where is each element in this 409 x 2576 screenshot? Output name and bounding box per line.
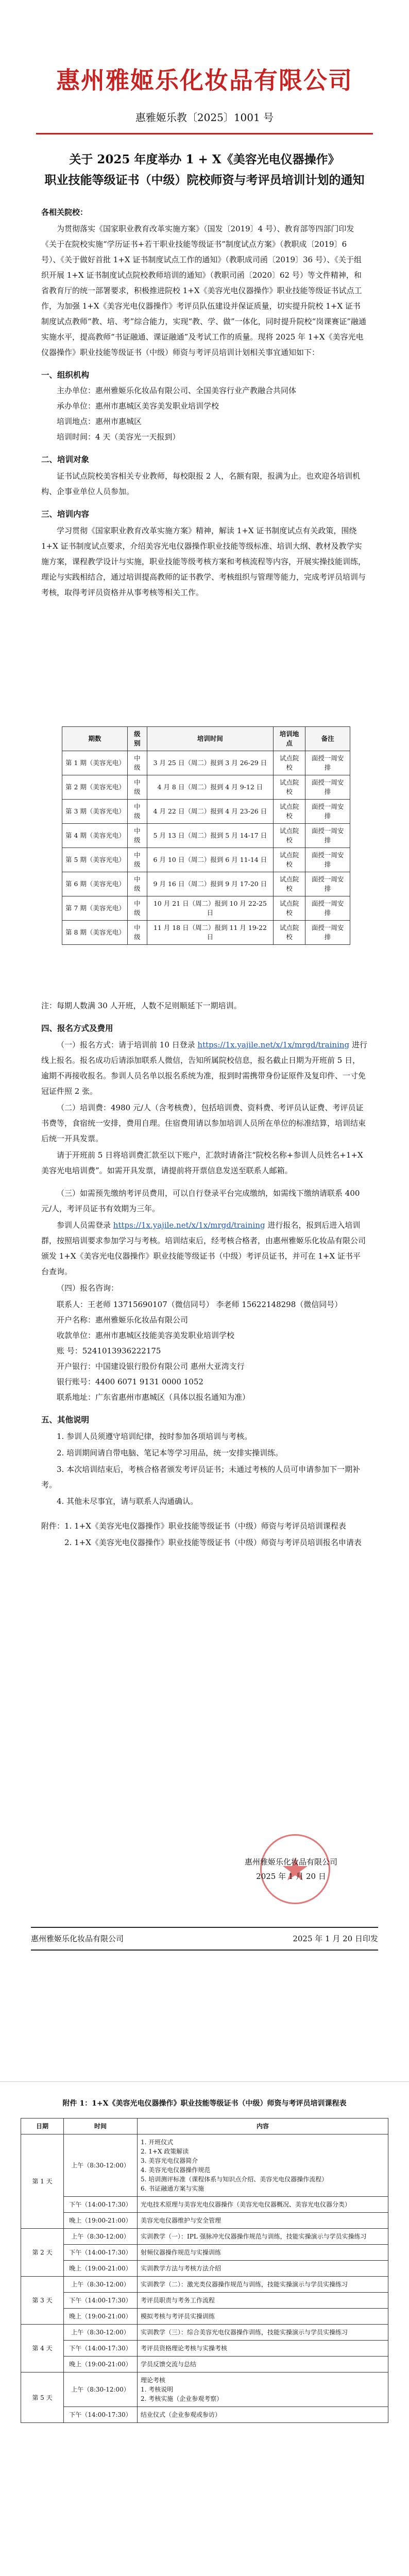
appendix-1-page <box>0 2081 409 2576</box>
section-heading-1: 一、组织机构 <box>41 370 90 380</box>
course-content-cell: 理论考核 1. 考核说明 2. 考核实施（企业参观考察） <box>138 2372 388 2407</box>
schedule-cell-level: 中级 <box>128 872 147 896</box>
course-col-content: 内容 <box>138 2119 388 2134</box>
schedule-table <box>62 726 350 945</box>
section-heading-3: 三、培训内容 <box>41 510 90 519</box>
schedule-col-level: 级别 <box>128 727 147 751</box>
schedule-cell-place: 试点院校 <box>274 751 305 775</box>
schedule-cell-level: 中级 <box>128 824 147 848</box>
schedule-col-note: 备注 <box>305 727 350 751</box>
schedule-cell-time: 3 月 25 日（周二）报到 3 月 26-29 日 <box>147 751 273 775</box>
course-row <box>21 2372 388 2407</box>
platform-text-a: 参训人员需登录 <box>57 1221 111 1230</box>
schedule-note: 注：每期人数满 30 人开班，人数不足则顺延下一期培训。 <box>41 1001 242 1010</box>
fee-paragraph: （二）培训费：4980 元/人（含考核费），包括培训费、资料费、考评员认证费、考评员证书费等，食宿统一安排，费用自理。住宿费用请以参加培训人员所在单位的标准结算，培训结束后统一开具发票。 <box>41 1103 366 1143</box>
schedule-cell-period: 第 2 期（美容光电） <box>62 775 128 800</box>
schedule-row <box>62 896 350 921</box>
course-row <box>21 2407 388 2423</box>
course-content-cell: 光电技术原理与美容光电仪器操作（美容光电仪器概况、美容光电仪器分类） <box>138 2197 388 2213</box>
footer-rule-bottom <box>31 1950 378 1951</box>
other-item-1: 1. 参训人员须遵守培训纪律，按时参加各项培训与考核。 <box>57 1432 252 1441</box>
appendix-1-title: 附件 1：1+X《美容光电仪器操作》职业技能等级证书（中级）师资与考评员培训课程表 <box>62 2099 347 2108</box>
platform-paragraph <box>41 1217 368 1279</box>
schedule-row <box>62 800 350 824</box>
course-row <box>21 2245 388 2261</box>
schedule-row <box>62 848 350 872</box>
course-content-cell: 美容光电仪器维护与安全管理 <box>138 2213 388 2229</box>
schedule-cell-level: 中级 <box>128 896 147 921</box>
other-item-3: 3. 本次培训结束后，考核合格者颁发考评员证书；未通过考核的人员可申请参加下一期补考。 <box>41 1465 361 1489</box>
schedule-col-time: 培训时间 <box>147 727 273 751</box>
payee-unit: 收款单位：惠州市惠城区技能美容美发职业培训学校 <box>57 1331 235 1340</box>
course-content-cell: 考评员职责与考务工作流程 <box>138 2293 388 2309</box>
course-time-cell: 晚上（19:00-21:00） <box>64 2213 138 2229</box>
schedule-cell-period: 第 4 期（美容光电） <box>62 824 128 848</box>
course-day-cell: 第 5 天 <box>21 2372 64 2423</box>
footer-issuer: 惠州雅姬乐化妆品有限公司 <box>31 1934 124 1943</box>
section-heading-4: 四、报名方式及费用 <box>41 1024 113 1033</box>
course-row <box>21 2134 388 2197</box>
attachment-2[interactable]: 2. 1+X《美容光电仪器操作》职业技能等级证书（中级）师资与考评员培训报名申请表 <box>64 1538 362 1547</box>
course-header-row <box>21 2119 388 2134</box>
course-time-cell: 上午（8:30-12:00） <box>64 2372 138 2407</box>
examiner-fee-paragraph: （三）如需预先缴纳考评员费用，可以自行登录平台完成缴纳，如需线下缴纳请联系 400 元/人，考评员证书有效期为三年。 <box>41 1189 360 1213</box>
contact-address: 联系地址：广东省惠州市惠城区（具体以报名通知为准） <box>57 1393 250 1402</box>
intro-paragraph: 为贯彻落实《国家职业教育改革实施方案》（国发〔2019〕4 号）、教育部等四部门印发《关于在院校实施“学历证书+若干职业技能等级证书”制度试点方案》（教职成〔2019〕6 号）、《关于做好首批 1+X 证书制度试点工作的通知》（教职成司函〔2019〕36 号）、《关于组织开展 1+X 证书制度试点院校教师培训的通知》（教职司函〔2020〕62 号）等文件精神，和省教育厅的统一部署要求，积极推进院校 1+X《美容光电仪器操作》职业技能等级证书试点工作，为加强 1+X《美容光电仪器操作》考评员队伍建设并保证质量，切实提升院校 1+X 证书制度试点教师“教、培、考”综合能力，实现“教、学、做”一体化，同时提升院校“岗课赛证”融通实施水平，提高教师“书证融通、课证融通”及考试工作的质量。现将 2025 年 1+X《美容光电仪器操作》职业技能等级证书（中级）师资与考评员培训计划相关事宜通知如下： <box>41 224 367 357</box>
course-time-cell: 上午（8:30-12:00） <box>64 2134 138 2197</box>
notice-body-2 <box>41 997 368 1551</box>
schedule-cell-place: 试点院校 <box>274 800 305 824</box>
attachment-1[interactable]: 附件：1. 1+X《美容光电仪器操作》职业技能等级证书（中级）师资与考评员培训课程表 <box>41 1521 346 1531</box>
schedule-row <box>62 775 350 800</box>
registration-paragraph <box>41 1037 368 1099</box>
course-content-cell: 射频仪器操作规范与实操训练 <box>138 2245 388 2261</box>
schedule-cell-note: 面授一周安排 <box>305 800 350 824</box>
course-time-cell: 下午（14:00-17:30） <box>64 2341 138 2357</box>
schedule-cell-note: 面授一周安排 <box>305 896 350 921</box>
course-content-cell: 实训教学方法与考核方法介绍 <box>138 2261 388 2277</box>
schedule-cell-period: 第 5 期（美容光电） <box>62 848 128 872</box>
schedule-row <box>62 751 350 775</box>
course-content-cell: 实训教学（一）：IPL 强脉冲光仪器操作规范与训练，技能实操演示与学员实操练习 <box>138 2229 388 2245</box>
course-day-cell: 第 4 天 <box>21 2325 64 2372</box>
contact-line: 联系人：王老师 13715690107（微信同号） 李老师 15622148298（微信同号） <box>57 1300 343 1309</box>
account-name: 开户名称：惠州雅姬乐化妆品有限公司 <box>57 1315 189 1325</box>
course-content-cell: 1. 开班仪式 2. 1+X 政策解读 3. 美容光电仪器简介 4. 美容光电仪器操作规范 5. 培训测评标准（课程体系与知识点介绍、美容光电仪器操作流程） 6. 书证融通方案与实施 <box>138 2134 388 2197</box>
document-number: 惠雅姬乐教〔2025〕1001 号 <box>135 111 274 124</box>
schedule-cell-level: 中级 <box>128 751 147 775</box>
course-content-cell: 学员反馈交流与总结 <box>138 2357 388 2372</box>
course-row <box>21 2293 388 2309</box>
schedule-cell-level: 中级 <box>128 848 147 872</box>
registration-text-b: 进行线上报名。报名成功后请添加联系人微信，告知所属院校信息，报名截止日期为开班前 5 日，逾期不再接收报名。参训人员名单以报名系统为准，报到时需携带身份证原件及复印件、一寸免冠证件照 2 张。 <box>41 1040 367 1096</box>
course-content-cell: 结业仪式（企业参观或参访） <box>138 2407 388 2423</box>
schedule-cell-period: 第 8 期（美容光电） <box>62 921 128 945</box>
schedule-cell-time: 4 月 8 日（周二）报到 4 月 9-12 日 <box>147 775 273 800</box>
schedule-cell-note: 面授一周安排 <box>305 921 350 945</box>
platform-text-b: 进行报名，报到后进入培训群，按照培训要求参加学习与考核。培训结束后，经考核合格者，由惠州雅姬乐化妆品有限公司颁发 1+X《美容光电仪器操作》职业技能等级证书（中级）考评员证书，并可在 1+X 证书平台查询。 <box>41 1221 366 1276</box>
course-time-cell: 上午（8:30-12:00） <box>64 2325 138 2341</box>
schedule-cell-place: 试点院校 <box>274 872 305 896</box>
course-content-cell: 实训教学（二）：激光类仪器操作规范与训练，技能实操演示与学员实操练习 <box>138 2277 388 2293</box>
account-number: 账 号：5241013936222175 <box>57 1346 161 1355</box>
course-time-cell: 上午（8:30-12:00） <box>64 2277 138 2293</box>
bank-account: 银行账号：4400 6071 9131 0000 1052 <box>57 1377 203 1386</box>
schedule-cell-note: 面授一周安排 <box>305 775 350 800</box>
course-row <box>21 2341 388 2357</box>
info-location: 培训地点：惠州市惠城区 <box>57 417 142 426</box>
target-paragraph: 证书试点院校美容相关专业教师，每校限报 2 人，名额有限，报满为止。也欢迎各培训机构、企事业单位人员参加。 <box>41 471 361 496</box>
signature-date: 2025 年 1 月 20 日 <box>256 1872 326 1881</box>
bank-name: 开户银行：中国建设银行股份有限公司 惠州大亚湾支行 <box>57 1362 245 1371</box>
consult-heading: （四）报名咨询： <box>57 1283 119 1293</box>
course-col-time: 时间 <box>64 2119 138 2134</box>
content-paragraph: 学习贯彻《国家职业教育改革实施方案》精神，解读 1+X 证书制度试点有关政策，围绕 1+X 证书制度试点要求，介绍美容光电仪器操作职业技能等级标准、培训大纲、教材及教学实施方案，课程教学设计与实施，职业技能等级考核方案和考核流程等内容，开展实操技能训练，理论与实践相结合，通过培训提高教师的证书教学、考核组织与管理等能力，完成考评员培训与考核，取得考评员资格并从事考核等相关工作。 <box>41 526 366 597</box>
section-heading-5: 五、其他说明 <box>41 1415 90 1425</box>
salutation: 各相关院校： <box>41 208 88 217</box>
schedule-col-period: 期数 <box>62 727 128 751</box>
footer-rule-top <box>31 1927 378 1928</box>
footer-row <box>31 1933 378 1944</box>
course-row <box>21 2357 388 2372</box>
notice-title: 关于 2025 年度举办 1 + X《美容光电仪器操作》 职业技能等级证书（中级）院校师资与考评员培训计划的通知 <box>44 152 365 187</box>
registration-link[interactable]: https://1x.yajile.net/x/1x/mrgd/training <box>197 1040 350 1049</box>
schedule-cell-time: 4 月 22 日（周二）报到 4 月 23-26 日 <box>147 800 273 824</box>
schedule-cell-place: 试点院校 <box>274 848 305 872</box>
schedule-cell-period: 第 6 期（美容光电） <box>62 872 128 896</box>
info-duration: 培训时间：4 天（美容光一天报到） <box>57 432 180 442</box>
course-time-cell: 晚上（19:00-21:00） <box>64 2261 138 2277</box>
org-title: 惠州雅姬乐化妆品有限公司 <box>56 66 353 94</box>
schedule-header-row <box>62 727 350 751</box>
course-row <box>21 2261 388 2277</box>
schedule-row <box>62 921 350 945</box>
course-row <box>21 2213 388 2229</box>
course-col-day: 日期 <box>21 2119 64 2134</box>
schedule-cell-level: 中级 <box>128 775 147 800</box>
course-time-cell: 上午（8:30-12:00） <box>64 2229 138 2245</box>
footer-issue-date: 2025 年 1 月 20 日印发 <box>293 1934 378 1943</box>
schedule-cell-note: 面授一周安排 <box>305 872 350 896</box>
course-content-cell: 实训教学（三）：综合美容光电仪器操作训练，技能实操演示与学员实操练习 <box>138 2325 388 2341</box>
schedule-cell-place: 试点院校 <box>274 775 305 800</box>
schedule-row <box>62 824 350 848</box>
schedule-cell-place: 试点院校 <box>274 824 305 848</box>
info-host: 主办单位：惠州雅姬乐化妆品有限公司、全国美容行业产教融合共同体 <box>57 386 297 395</box>
schedule-cell-time: 9 月 16 日（周二）报到 9 月 17-20 日 <box>147 872 273 896</box>
schedule-cell-time: 5 月 13 日（周二）报到 5 月 14-17 日 <box>147 824 273 848</box>
schedule-cell-time: 11 月 18 日（周二）报到 11 月 19-22 日 <box>147 921 273 945</box>
course-time-cell: 下午（14:00-17:30） <box>64 2407 138 2423</box>
course-day-cell: 第 2 天 <box>21 2229 64 2277</box>
course-time-cell: 下午（14:00-17:30） <box>64 2245 138 2261</box>
other-item-4: 4. 其他未尽事宜，请与联系人沟通确认。 <box>57 1497 198 1506</box>
notice-body <box>41 204 368 601</box>
schedule-col-place: 培训地点 <box>274 727 305 751</box>
schedule-cell-period: 第 7 期（美容光电） <box>62 896 128 921</box>
schedule-cell-level: 中级 <box>128 921 147 945</box>
course-time-cell: 晚上（19:00-21:00） <box>64 2309 138 2325</box>
course-time-cell: 下午（14:00-17:30） <box>64 2293 138 2309</box>
platform-link[interactable]: https://1x.yajile.net/x/1x/mrgd/training <box>113 1221 265 1230</box>
schedule-cell-place: 试点院校 <box>274 896 305 921</box>
course-row <box>21 2325 388 2341</box>
payment-paragraph: 请于开班前 5 日将培训费汇款至以下账户，汇款时请备注“院校名称+参训人员姓名+1+X 美容光电培训费”。如需开具发票，请提前将开票信息发送至联系人邮箱。 <box>41 1150 363 1175</box>
course-row <box>21 2197 388 2213</box>
course-time-cell: 下午（14:00-17:30） <box>64 2197 138 2213</box>
schedule-cell-note: 面授一周安排 <box>305 848 350 872</box>
schedule-cell-note: 面授一周安排 <box>305 751 350 775</box>
registration-text-a: （一）报名方式：请于培训前 10 日登录 <box>57 1040 195 1049</box>
course-content-cell: 考评员资格理论考核与实操考核 <box>138 2341 388 2357</box>
schedule-cell-level: 中级 <box>128 800 147 824</box>
schedule-cell-place: 试点院校 <box>274 921 305 945</box>
course-day-cell: 第 1 天 <box>21 2134 64 2229</box>
other-item-2: 2. 培训期间请自带电脑、笔记本等学习用品，统一安排实操训练。 <box>57 1448 283 1458</box>
info-organizer: 承办单位：惠州市惠城区美容美发职业培训学校 <box>57 401 219 411</box>
schedule-cell-note: 面授一周安排 <box>305 824 350 848</box>
course-content-cell: 模拟考核与考评员实操训练 <box>138 2309 388 2325</box>
schedule-cell-period: 第 3 期（美容光电） <box>62 800 128 824</box>
signature-org: 惠州雅姬乐化妆品有限公司 <box>244 1857 337 1867</box>
section-heading-2: 二、培训对象 <box>41 455 90 464</box>
course-table <box>21 2118 388 2423</box>
course-day-cell: 第 3 天 <box>21 2277 64 2325</box>
schedule-cell-time: 6 月 10 日（周二）报到 6 月 11-14 日 <box>147 848 273 872</box>
schedule-cell-period: 第 1 期（美容光电） <box>62 751 128 775</box>
course-row <box>21 2277 388 2293</box>
red-divider <box>36 133 373 134</box>
schedule-row <box>62 872 350 896</box>
course-time-cell: 晚上（19:00-21:00） <box>64 2357 138 2372</box>
course-row <box>21 2229 388 2245</box>
course-row <box>21 2309 388 2325</box>
signature-block <box>221 1855 361 1884</box>
schedule-cell-time: 10 月 21 日（周二）报到 10 月 22-25 日 <box>147 896 273 921</box>
